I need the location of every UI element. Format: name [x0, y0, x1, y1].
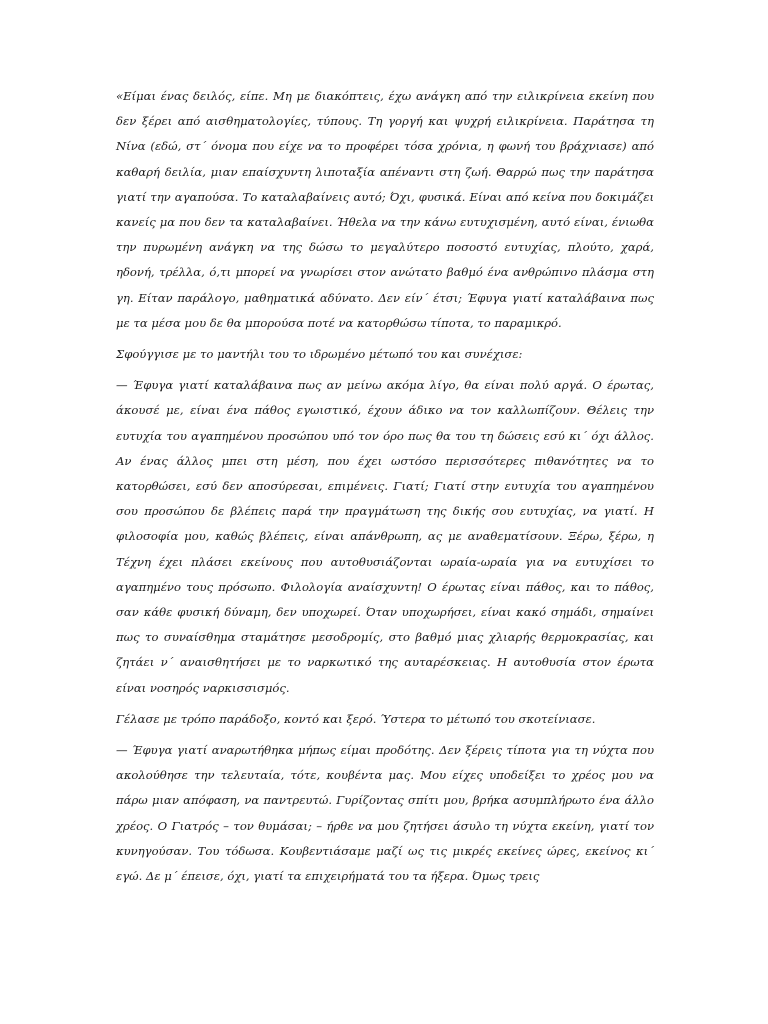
paragraph-3: — Έφυγα γιατί καταλάβαινα πως αν μείνω ακόμα λίγο, θα είναι πολύ αργά. Ο έρωτας, άκουσέ με, είναι ένα πάθος εγωιστικό, έχουν άδικο να τον καλλωπίζουν. Θέλεις την ευτυχία του αγαπημένου προσώπου υπό τον όρο πως θα του τη δώσεις εσύ κι΄ όχι άλλος. Αν ένας άλλος μπει στη μέση, που έχει ωστόσο περισσότερες πιθανότητες να το κατορθώσει, εσύ δεν αποσύρεσαι, επιμένεις. Γιατί; Γιατί στην ευτυχία του αγαπημένου σου προσώπου δε βλέπεις παρά την πραγμάτωση της δικής σου ευτυχίας, να γιατί. Η φιλοσοφία μου, καθώς βλέπεις, είναι απάνθρωπη, ας με αναθεματίσουν. Ξέρω, ξέρω, η Τέχνη έχει πλάσει εκείνους που αυτοθυσιάζονται ωραία-ωραία για να ευτυχίσει το αγαπημένο τους πρόσωπο. Φιλολογία αναίσχυντη! Ο έρωτας είναι πάθος, και το πάθος, σαν κάθε φυσική δύναμη, δεν υποχωρεί. Όταν υποχωρήσει, είναι κακό σημάδι, σημαίνει πως το συναίσθημα σταμάτησε μεσοδρομίς, στο βαθμό μιας χλιαρής θερμοκρασίας, και ζητάει ν΄ αναισθητήσει με το ναρκωτικό της αυταρέσκειας. Η αυτοθυσία στον έρωτα είναι νοσηρός ναρκισσισμός. — [116, 378, 654, 695]
paragraph-4: Γέλασε με τρόπο παράδοξο, κοντό και ξερό. Ύστερα το μέτωπό του σκοτείνιασε. — [116, 711, 596, 726]
paragraph-5: — Έφυγα γιατί αναρωτήθηκα μήπως είμαι προδότης. Δεν ξέρεις τίποτα για τη νύχτα που ακολούθησε την τελευταία, τότε, κουβέντα μας. Μου είχες υποδείξει το χρέος μου να πάρω μιαν απόφαση, να παντρευτώ. Γυρίζοντας σπίτι μου, βρήκα ασυμπλήρωτο ένα άλλο χρέος. Ο Γιατρός – τον θυμάσαι; – ήρθε να μου ζητήσει άσυλο τη νύχτα εκείνη, γιατί τον κυνηγούσαν. Του τόδωσα. Κουβεντιάσαμε μαζί ως τις μικρές εκείνες ώρες, εκείνος κι΄ εγώ. Δε μ΄ έπεισε, όχι, γιατί τα επιχειρήματά του τα ήξερα. Όμως τρεις — [116, 743, 654, 884]
paragraph-1: «Είμαι ένας δειλός, είπε. Μη με διακόπτεις, έχω ανάγκη από την ειλικρίνεια εκείνη που δεν ξέρει από αισθηματολογίες, τύπους. Τη γοργή και ψυχρή ειλικρίνεια. Παράτησα τη Νίνα (εδώ, στ΄ όνομα που είχε να το προφέρει τόσα χρόνια, η φωνή του βράχνιασε) από καθαρή δειλία, μιαν επαίσχυντη λιποταξία απέναντι στη ζωή. Θαρρώ πως την παράτησα γιατί την αγαπούσα. Το καταλαβαίνεις αυτό; Όχι, φυσικά. Είναι από κείνα που δοκιμάζει κανείς μα που δεν τα καταλαβαίνει. Ήθελα να την κάνω ευτυχισμένη, αυτό είναι, ένιωθα την πυρωμένη ανάγκη να της δώσω το μεγαλύτερο ποσοστό ευτυχίας, πλούτο, χαρά, ηδονή, τρέλλα, ό,τι μπορεί να γνωρίσει στον ανώτατο βαθμό ένα ανθρώπινο πλάσμα στη γη. Είταν παράλογο, μαθηματικά αδύνατο. Δεν είν΄ έτσι; Έφυγα γιατί καταλάβαινα πως με τα μέσα μου δε θα μπορούσα ποτέ να κατορθώσω τίποτα, το παραμικρό. — [116, 89, 654, 330]
paragraph-2: Σφούγγισε με το μαντήλι του το ιδρωμένο μέτωπό του και συνέχισε: — [116, 347, 523, 362]
body-text — [116, 84, 654, 889]
